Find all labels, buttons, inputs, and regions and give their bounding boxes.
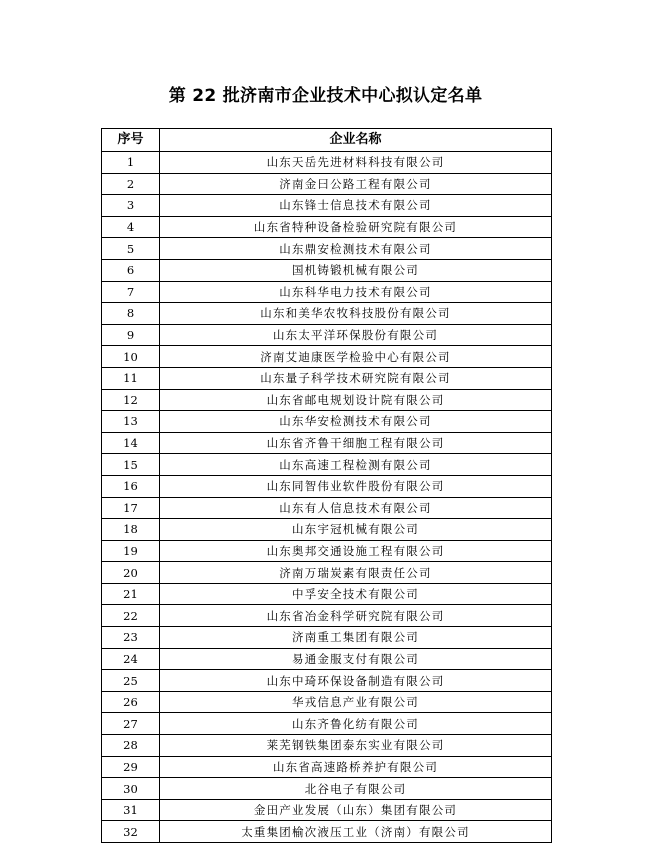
table-row <box>102 475 552 497</box>
row-index: 24 <box>102 648 160 670</box>
company-name: 山东省特种设备检验研究院有限公司 <box>160 216 552 238</box>
table-row <box>102 519 552 541</box>
company-name: 山东太平洋环保股份有限公司 <box>160 324 552 346</box>
company-name: 山东省高速路桥养护有限公司 <box>160 756 552 778</box>
company-name: 山东科华电力技术有限公司 <box>160 281 552 303</box>
row-index: 22 <box>102 605 160 627</box>
page-title: 第 22 批济南市企业技术中心拟认定名单 <box>168 86 483 106</box>
company-name: 山东中琦环保设备制造有限公司 <box>160 670 552 692</box>
row-index: 1 <box>102 152 160 174</box>
table-row <box>102 281 552 303</box>
row-index: 12 <box>102 389 160 411</box>
company-name: 山东锋士信息技术有限公司 <box>160 195 552 217</box>
table-row <box>102 497 552 519</box>
company-name: 山东省冶金科学研究院有限公司 <box>160 605 552 627</box>
table-row <box>102 562 552 584</box>
row-index: 31 <box>102 799 160 821</box>
company-name: 山东有人信息技术有限公司 <box>160 497 552 519</box>
table-row <box>102 605 552 627</box>
company-name: 国机铸锻机械有限公司 <box>160 259 552 281</box>
table-row <box>102 324 552 346</box>
row-index: 3 <box>102 195 160 217</box>
table-row <box>102 756 552 778</box>
company-name: 金田产业发展（山东）集团有限公司 <box>160 799 552 821</box>
company-name: 山东量子科学技术研究院有限公司 <box>160 367 552 389</box>
table-row <box>102 216 552 238</box>
row-index: 20 <box>102 562 160 584</box>
table-row <box>102 367 552 389</box>
company-name: 山东天岳先进材料科技有限公司 <box>160 152 552 174</box>
table-header-row <box>102 129 552 152</box>
company-name: 山东同智伟业软件股份有限公司 <box>160 475 552 497</box>
table-row <box>102 648 552 670</box>
row-index: 25 <box>102 670 160 692</box>
company-name: 山东和美华农牧科技股份有限公司 <box>160 303 552 325</box>
header-index: 序号 <box>102 129 160 152</box>
table-row <box>102 259 552 281</box>
row-index: 15 <box>102 454 160 476</box>
table-body <box>102 152 552 843</box>
table-row <box>102 432 552 454</box>
company-name: 山东鼎安检测技术有限公司 <box>160 238 552 260</box>
row-index: 27 <box>102 713 160 735</box>
table-row <box>102 173 552 195</box>
table-row <box>102 389 552 411</box>
table-row <box>102 735 552 757</box>
company-name: 山东奥邦交通设施工程有限公司 <box>160 540 552 562</box>
row-index: 21 <box>102 583 160 605</box>
row-index: 26 <box>102 691 160 713</box>
company-name: 济南重工集团有限公司 <box>160 627 552 649</box>
row-index: 19 <box>102 540 160 562</box>
table-row <box>102 583 552 605</box>
row-index: 23 <box>102 627 160 649</box>
company-name: 太重集团榆次液压工业（济南）有限公司 <box>160 821 552 843</box>
table-row <box>102 346 552 368</box>
header-company-name: 企业名称 <box>160 129 552 152</box>
company-name: 山东华安检测技术有限公司 <box>160 411 552 433</box>
company-name: 山东省邮电规划设计院有限公司 <box>160 389 552 411</box>
row-index: 5 <box>102 238 160 260</box>
company-name: 山东宇冠机械有限公司 <box>160 519 552 541</box>
row-index: 28 <box>102 735 160 757</box>
row-index: 16 <box>102 475 160 497</box>
row-index: 29 <box>102 756 160 778</box>
table-row <box>102 691 552 713</box>
table-row <box>102 303 552 325</box>
company-name: 山东齐鲁化纺有限公司 <box>160 713 552 735</box>
row-index: 17 <box>102 497 160 519</box>
row-index: 2 <box>102 173 160 195</box>
row-index: 6 <box>102 259 160 281</box>
company-name: 华戎信息产业有限公司 <box>160 691 552 713</box>
company-name: 济南艾迪康医学检验中心有限公司 <box>160 346 552 368</box>
table-row <box>102 821 552 843</box>
row-index: 32 <box>102 821 160 843</box>
table-row <box>102 411 552 433</box>
company-name: 莱芜钢铁集团泰东实业有限公司 <box>160 735 552 757</box>
row-index: 18 <box>102 519 160 541</box>
table-row <box>102 152 552 174</box>
company-name: 易通金服支付有限公司 <box>160 648 552 670</box>
row-index: 9 <box>102 324 160 346</box>
table-row <box>102 799 552 821</box>
row-index: 11 <box>102 367 160 389</box>
table-row <box>102 454 552 476</box>
table-row <box>102 238 552 260</box>
table-row <box>102 540 552 562</box>
company-name: 北谷电子有限公司 <box>160 778 552 800</box>
company-name: 济南万瑞炭素有限责任公司 <box>160 562 552 584</box>
company-name: 山东省齐鲁干细胞工程有限公司 <box>160 432 552 454</box>
row-index: 4 <box>102 216 160 238</box>
table-row <box>102 778 552 800</box>
company-name: 济南金曰公路工程有限公司 <box>160 173 552 195</box>
company-name: 山东高速工程检测有限公司 <box>160 454 552 476</box>
table-row <box>102 713 552 735</box>
row-index: 10 <box>102 346 160 368</box>
table-row <box>102 195 552 217</box>
company-name: 中孚安全技术有限公司 <box>160 583 552 605</box>
row-index: 30 <box>102 778 160 800</box>
row-index: 13 <box>102 411 160 433</box>
row-index: 14 <box>102 432 160 454</box>
company-list-table <box>101 128 552 843</box>
row-index: 7 <box>102 281 160 303</box>
table-row <box>102 627 552 649</box>
row-index: 8 <box>102 303 160 325</box>
table-row <box>102 670 552 692</box>
